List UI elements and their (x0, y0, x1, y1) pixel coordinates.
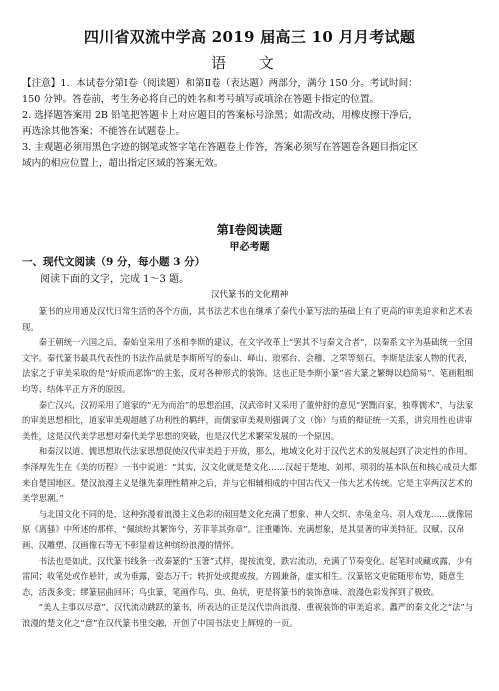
question-intro: 阅读下面的文字，完成 1～3 题。 (40, 274, 190, 285)
notice-line: 域内的相应位置上，超出指定区域的答案无效。 (22, 158, 224, 169)
article-paragraph: “美人主事以尽意”，汉代流动跳跃的篆书，所表达的正是汉代崇尚浪漫、重视装饰的审美追求。蠡严的秦文化之“法”与浪漫的楚文化之“意”在汉代篆书里交融，开创了中国书法史上辉煌的一页。 (22, 602, 474, 628)
notice-line: 2. 选择题答案用 2B 铅笔把答题卡上对应题目的答案标号涂黑；如需改动，用橡皮擦干净后， (22, 110, 419, 121)
article-paragraph: 书法也是如此，汉代篆书线条一改秦篆的“玉箸”式样，提按流变，跌宕流动，充满了节奏变化。起笔时或藏或露，少有雷同；收笔处或作悬针，或为垂露，姿态万千；转折处或提或按，方圆兼备，虚实相生。汉篆铭文更能随形布势，随意生态，活泼多变；缪篆屈曲回环；鸟虫篆，笔画作鸟、虫、鱼状，更是将篆书的装饰意味、浪漫色彩发挥到了极致。 (22, 555, 473, 597)
article-paragraph: 秦亡汉兴，汉初采用了道家的“无为而治”的思想治国，汉武帝时又采用了董仲舒的意见“罢黜百家，独尊儒术”，与法家的审美思想相比，道家审美观超越了功利性的羁绊，而儒家审美观则强调了文（饰）与质的辩证统一关系，讲究用性也讲审美性，这是汉代美学思想对秦代美学思想的突破，也是汉代艺术繁荣发展的一个原因。 (22, 399, 474, 441)
article-paragraph: 秦王朝统一六国之后，秦始皇采用了丞相李斯的建议，在文字改革上“罢其不与秦文合者”，以秦系文字为基础统一全国文字。秦代篆书最具代表性的书法作品就是李斯所写的泰山、峄山、琅邪台、会稽、之罘等刻石。李斯是法家人物的代表，法家之于审美采取的是“好质而恶饰”的主张，反对各种形式的装饰。这也正是李斯小篆“省大篆之繁缛以趋简易”、笔画粗细均等、结体平正方齐的原因。 (22, 337, 474, 394)
notice-line: 3. 主观题必须用黑色字迹的钢笔或签字笔在答题卷上作答，答案必须写在答题卷各题目指定区 (22, 142, 418, 153)
section-subheading: 甲必考题 (229, 242, 270, 253)
article-body (22, 304, 478, 631)
article-paragraph: 和秦汉以道、儒思想取代法家思想促使汉代审美趋于开放，那么，地域文化对于汉代艺术的发展起到了决定性的作用。李泽厚先生在《美的历程》一书中说道：“其实，汉文化就是楚文化……汉起于楚地，刘邦、项羽的基本队伍和核心成员大都来自楚国地区。楚汉浪漫主义是继先秦理性精神之后，并与它相辅相成的中国古代又一伟大艺术传统。它是主宰两汉艺术的美学思潮。” (22, 446, 477, 504)
exam-notice (22, 76, 480, 172)
article-paragraph: 篆书的应用通及汉代日常生活的各个方面，其书法艺术也在继承了秦代小篆写法的基础上有了更高的审美追求和艺术表现。 (22, 306, 473, 332)
exam-title: 四川省双流中学高 2019 届高三 10 月月考试题 (83, 28, 416, 46)
question-heading: 一、现代文阅读（9 分，每小题 3 分） (22, 256, 206, 268)
notice-line: 再选涂其他答案；不能答在试题卷上。 (22, 126, 186, 137)
section-heading: 第Ⅰ卷阅读题 (216, 223, 283, 237)
article-title: 汉代篆书的文化精神 (210, 290, 289, 300)
notice-line: 【注意】1．本试卷分第Ⅰ卷（阅读题）和第Ⅱ卷（表达题）两部分，满分 150 分。考试时间： (22, 78, 418, 89)
subject-title: 语 文 (211, 54, 288, 72)
article-paragraph: 与北国文化不同的是，这种弥漫着浪漫主义色彩的南国楚文化充满了想象、神人交织、赤兔金乌、羽人戏龙……就像屈原《离骚》中所述的那样，“佩缤纷其繁饰兮，芳菲菲其弥章”。注重雕饰、充满想象，是其显著的审美特征。汉赋、汉帛画、汉雕塑、汉画像石等无不彰显着这种缤纷浪漫的情怀。 (22, 508, 473, 550)
notice-line: 150 分钟。答卷前，考生务必将自己的姓名和考号填写或填涂在答题卡指定的位置。 (22, 94, 380, 105)
